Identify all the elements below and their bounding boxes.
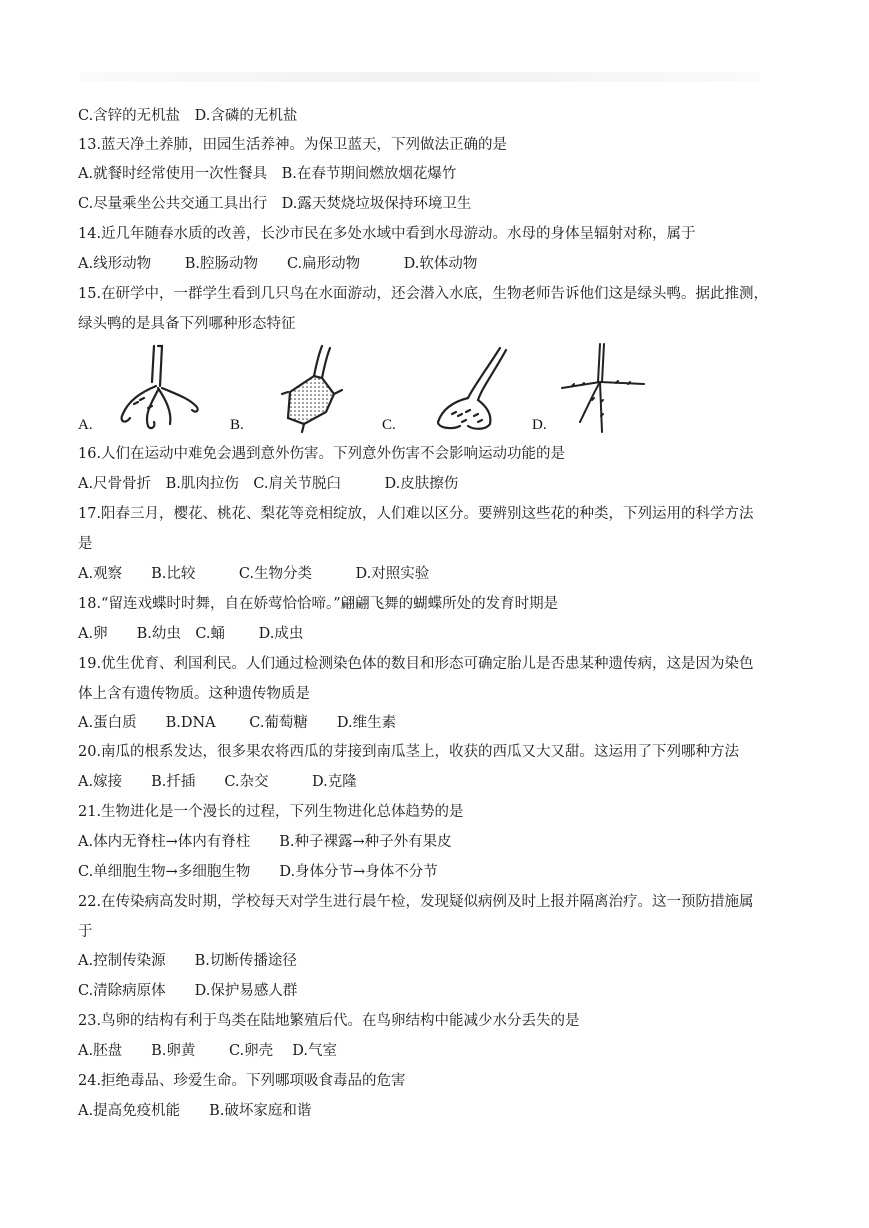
question-17-line2: 是 [78,536,93,552]
question-17-line1: 17.阳春三月，樱花、桃花、梨花等竞相绽放，人们难以区分。要辨别这些花的种类，下列运用的科学方法 [78,506,754,522]
question-15-line2: 绿头鸭的是具备下列哪种形态特征 [78,316,296,332]
options-22-cd: C.清除病原体 D.保护易感人群 [78,983,298,999]
options-19: A.蛋白质 B.DNA C.葡萄糖 D.维生素 [78,715,397,731]
option-line-12cd: C.含锌的无机盐 D.含磷的无机盐 [78,108,298,124]
figure-label-a: A. [78,417,93,433]
question-13: 13.蓝天净土养肺，田园生活养神。为保卫蓝天，下列做法正确的是 [78,137,508,153]
question-20: 20.南瓜的根系发达，很多果农将西瓜的芽接到南瓜茎上，收获的西瓜又大又甜。这运用了下列哪种方法 [78,744,740,760]
question-14: 14.近几年随春水质的改善，长沙市民在多处水域中看到水母游动。水母的身体呈辐射对称，属于 [78,226,696,242]
options-20: A.嫁接 B.扦插 C.杂交 D.克隆 [78,774,357,790]
figure-option-d [532,342,658,438]
options-18: A.卵 B.幼虫 C.蛹 D.成虫 [78,626,304,642]
question-16: 16.人们在运动中难免会遇到意外伤害。下列意外伤害不会影响运动功能的是 [78,446,566,462]
options-13-cd: C.尽量乘坐公共交通工具出行 D.露天焚烧垃圾保持环境卫生 [78,196,472,212]
question-19-line1: 19.优生优育、利国利民。人们通过检测染色体的数目和形态可确定胎儿是否患某种遗传病，这是因为染色 [78,656,754,672]
figure-option-b [230,342,370,438]
options-21-ab: A.体内无脊柱→体内有脊柱 B.种子裸露→种子外有果皮 [78,834,452,850]
page-header-rule [80,72,760,82]
figure-label-b: B. [230,417,244,433]
figure-label-d: D. [532,417,547,433]
question-19-line2: 体上含有遗传物质。这种遗传物质是 [78,686,310,702]
figure-option-a [78,342,218,438]
question-21: 21.生物进化是一个漫长的过程，下列生物进化总体趋势的是 [78,804,464,820]
question-22-line2: 于 [78,924,93,940]
options-23: A.胚盘 B.卵黄 C.卵壳 D.气室 [78,1043,337,1059]
options-14: A.线形动物 B.腔肠动物 C.扁形动物 D.软体动物 [78,256,478,272]
options-16: A.尺骨骨折 B.肌肉拉伤 C.肩关节脱臼 D.皮肤擦伤 [78,476,459,492]
question-23: 23.鸟卵的结构有利于鸟类在陆地繁殖后代。在鸟卵结构中能减少水分丢失的是 [78,1013,580,1029]
bird-feet-figure [78,342,658,438]
options-24-ab: A.提高免疫机能 B.破坏家庭和谐 [78,1103,312,1119]
options-21-cd: C.单细胞生物→多细胞生物 D.身体分节→身体不分节 [78,864,438,880]
options-13-ab: A.就餐时经常使用一次性餐具 B.在春节期间燃放烟花爆竹 [78,166,457,182]
question-18: 18.“留连戏蝶时时舞，自在娇莺恰恰啼。”翩翩飞舞的蝴蝶所处的发育时期是 [78,596,559,612]
raptor-foot-drawing [78,342,218,438]
webbed-foot-drawing [230,342,370,438]
question-24: 24.拒绝毒品、珍爱生命。下列哪项吸食毒品的危害 [78,1073,406,1089]
wader-foot-drawing [532,342,658,438]
options-22-ab: A.控制传染源 B.切断传播途径 [78,953,297,969]
question-15-line1: 15.在研学中，一群学生看到几只鸟在水面游动，还会潜入水底，生物老师告诉他们这是绿头鸭。据此推测， [78,286,769,302]
options-17: A.观察 B.比较 C.生物分类 D.对照实验 [78,566,430,582]
figure-label-c: C. [382,417,396,433]
figure-option-c [382,342,532,438]
question-22-line1: 22.在传染病高发时期，学校每天对学生进行晨午检，发现疑似病例及时上报并隔离治疗。这一预防措施属 [78,894,754,910]
lobed-foot-drawing [382,342,532,438]
